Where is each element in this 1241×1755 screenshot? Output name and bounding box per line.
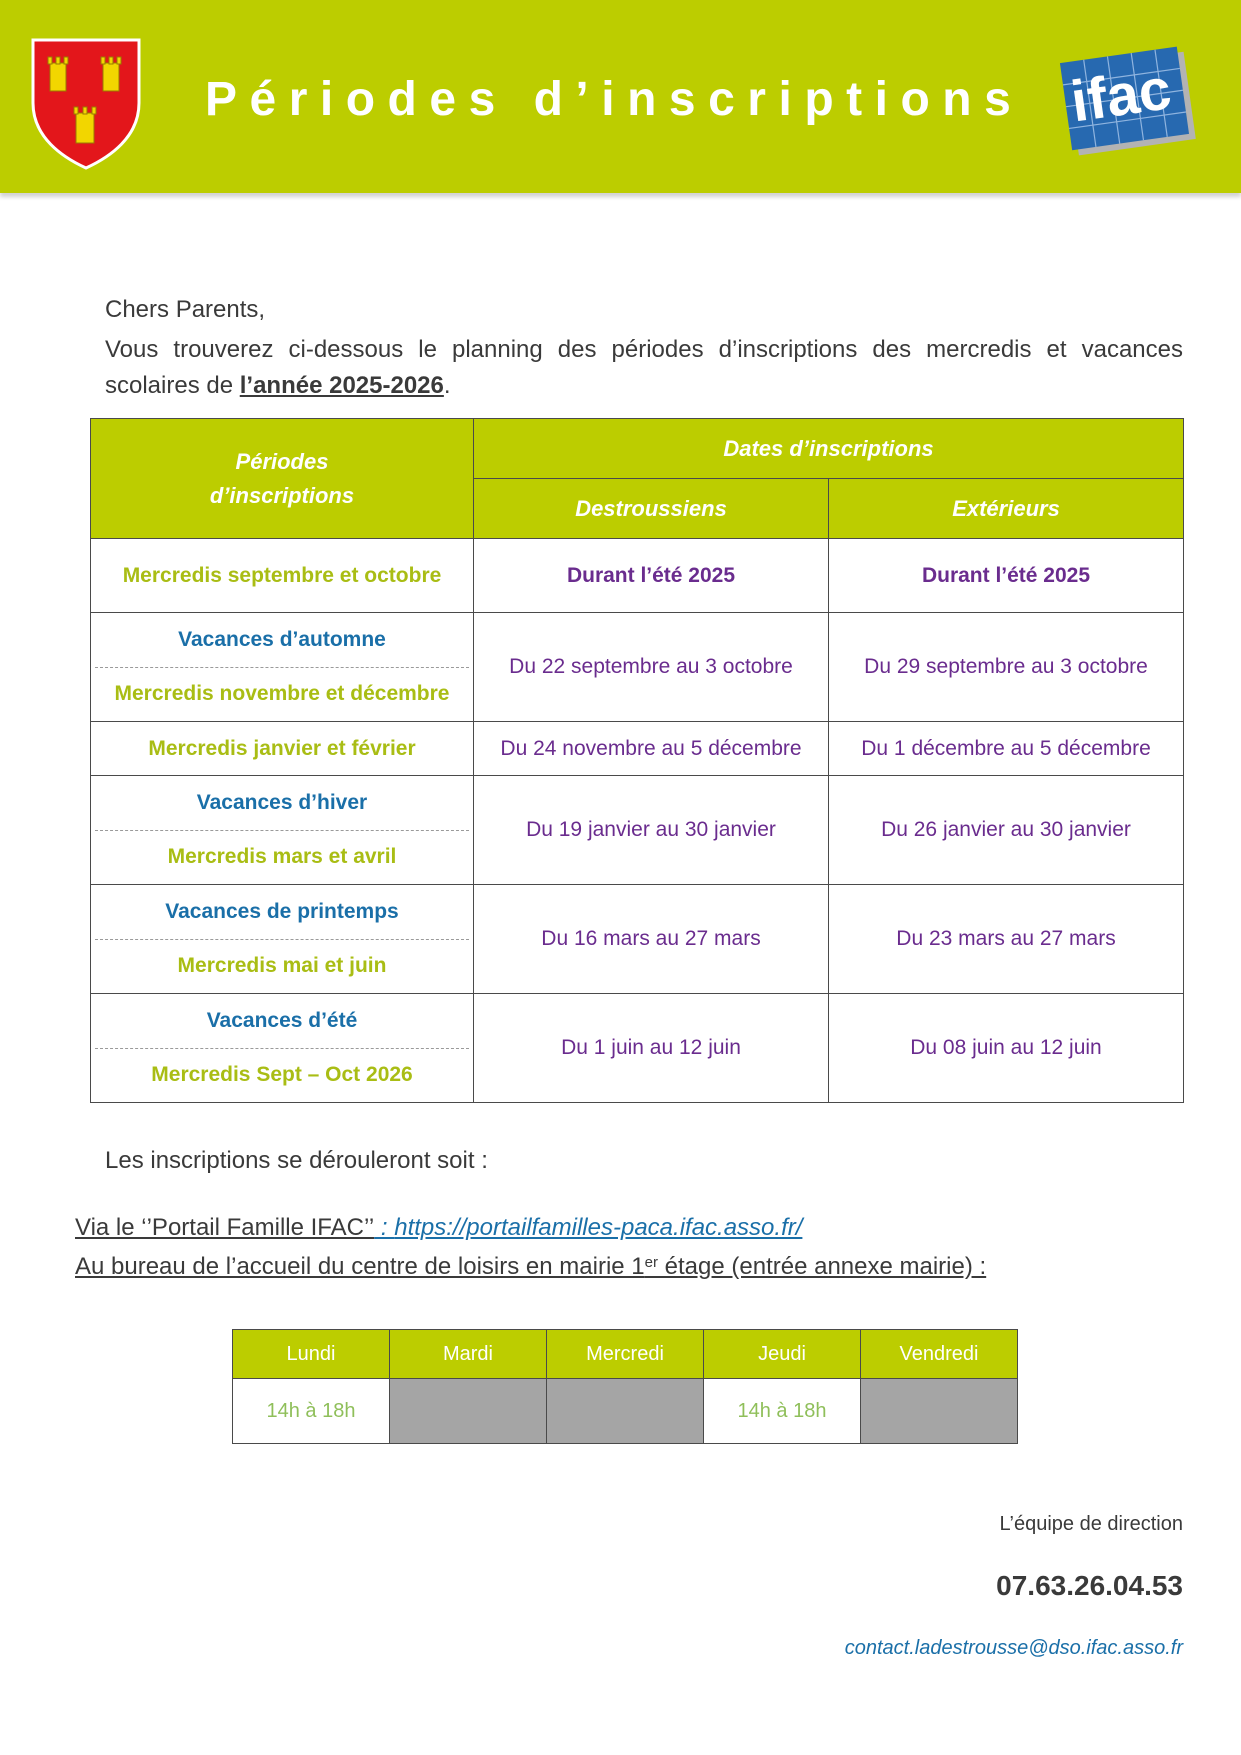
period-wednesdays: Mercredis novembre et décembre [114,682,450,706]
greeting: Chers Parents, [105,296,266,323]
hours-monday: 14h à 18h [233,1379,390,1444]
portal-label: Via le ‘’Portail Famille IFAC’’ [75,1214,375,1241]
table-row [91,885,1184,994]
office-hours-table [232,1329,1018,1444]
table-row [91,994,1184,1103]
portal-link[interactable]: https://portailfamilles-paca.ifac.asso.fr/ [394,1214,803,1241]
table-row [91,539,1184,613]
intro-paragraph [105,332,1183,404]
hours-thursday: 14h à 18h [704,1379,861,1444]
day-wednesday: Mercredi [547,1330,704,1379]
dates-destroussiens: Durant l’été 2025 [474,539,829,613]
intro-text: Vous trouverez ci-dessous le planning des périodes d’inscriptions des mercredis et vacances scolaires de [105,336,1183,399]
office-line [75,1250,986,1284]
period-cell [91,994,474,1103]
office-text-end: étage (entrée annexe mairie) : [658,1253,987,1280]
period-vacation: Vacances d’hiver [95,776,469,831]
period-wednesdays: Mercredis mai et juin [177,954,387,978]
dates-exterieurs: Du 08 juin au 12 juin [829,994,1184,1103]
period-cell [91,613,474,722]
period-cell [91,776,474,885]
registration-table [90,418,1184,1103]
day-monday: Lundi [233,1330,390,1379]
dates-destroussiens: Du 22 septembre au 3 octobre [474,613,829,722]
period-cell [91,885,474,994]
dates-destroussiens: Du 19 janvier au 30 janvier [474,776,829,885]
office-text: Au bureau de l’accueil du centre de loisirs en mairie 1 [75,1253,645,1280]
dates-destroussiens: Du 1 juin au 12 juin [474,994,829,1103]
hours-friday-closed [861,1379,1018,1444]
portal-separator: : [374,1214,395,1241]
dates-exterieurs: Durant l’été 2025 [829,539,1184,613]
period-wednesdays: Mercredis Sept – Oct 2026 [151,1063,413,1087]
header-periods-line1: Périodes [235,448,329,474]
period-cell: Mercredis janvier et février [91,722,474,776]
header-periods [91,419,474,539]
table-row [91,613,1184,722]
period-wednesdays: Mercredis mars et avril [167,845,397,869]
school-year: l’année 2025-2026 [239,372,444,399]
day-friday: Vendredi [861,1330,1018,1379]
dates-exterieurs: Du 1 décembre au 5 décembre [829,722,1184,776]
dates-exterieurs: Du 23 mars au 27 mars [829,885,1184,994]
logo-text: ifac [1067,56,1176,135]
page-title: Périodes d’inscriptions [205,73,1024,126]
table-row [91,776,1184,885]
header-exterieurs: Extérieurs [829,479,1184,539]
contact-email[interactable]: contact.ladestrousse@dso.ifac.asso.fr [844,1637,1183,1659]
hours-wednesday-closed [547,1379,704,1444]
hours-tuesday-closed [390,1379,547,1444]
registration-methods-intro: Les inscriptions se dérouleront soit : [105,1147,488,1174]
header-periods-line2: d’inscriptions [209,482,355,508]
dates-exterieurs: Du 26 janvier au 30 janvier [829,776,1184,885]
day-thursday: Jeudi [704,1330,861,1379]
day-tuesday: Mardi [390,1330,547,1379]
table-row [91,722,1184,776]
dates-destroussiens: Du 16 mars au 27 mars [474,885,829,994]
ifac-logo [1058,44,1198,160]
period-vacation: Vacances d’automne [95,613,469,668]
dates-exterieurs: Du 29 septembre au 3 octobre [829,613,1184,722]
intro-period: . [443,372,451,399]
header-banner [0,0,1241,193]
signature: L’équipe de direction [999,1513,1183,1535]
dates-destroussiens: Du 24 novembre au 5 décembre [474,722,829,776]
header-dates: Dates d’inscriptions [474,419,1184,479]
header-destroussiens: Destroussiens [474,479,829,539]
phone-number: 07.63.26.04.53 [996,1570,1183,1601]
office-superscript: er [644,1254,658,1271]
period-vacation: Vacances de printemps [95,885,469,940]
portal-line [75,1211,802,1245]
period-vacation: Vacances d’été [95,994,469,1049]
coat-of-arms-icon [30,37,142,171]
period-cell: Mercredis septembre et octobre [91,539,474,613]
